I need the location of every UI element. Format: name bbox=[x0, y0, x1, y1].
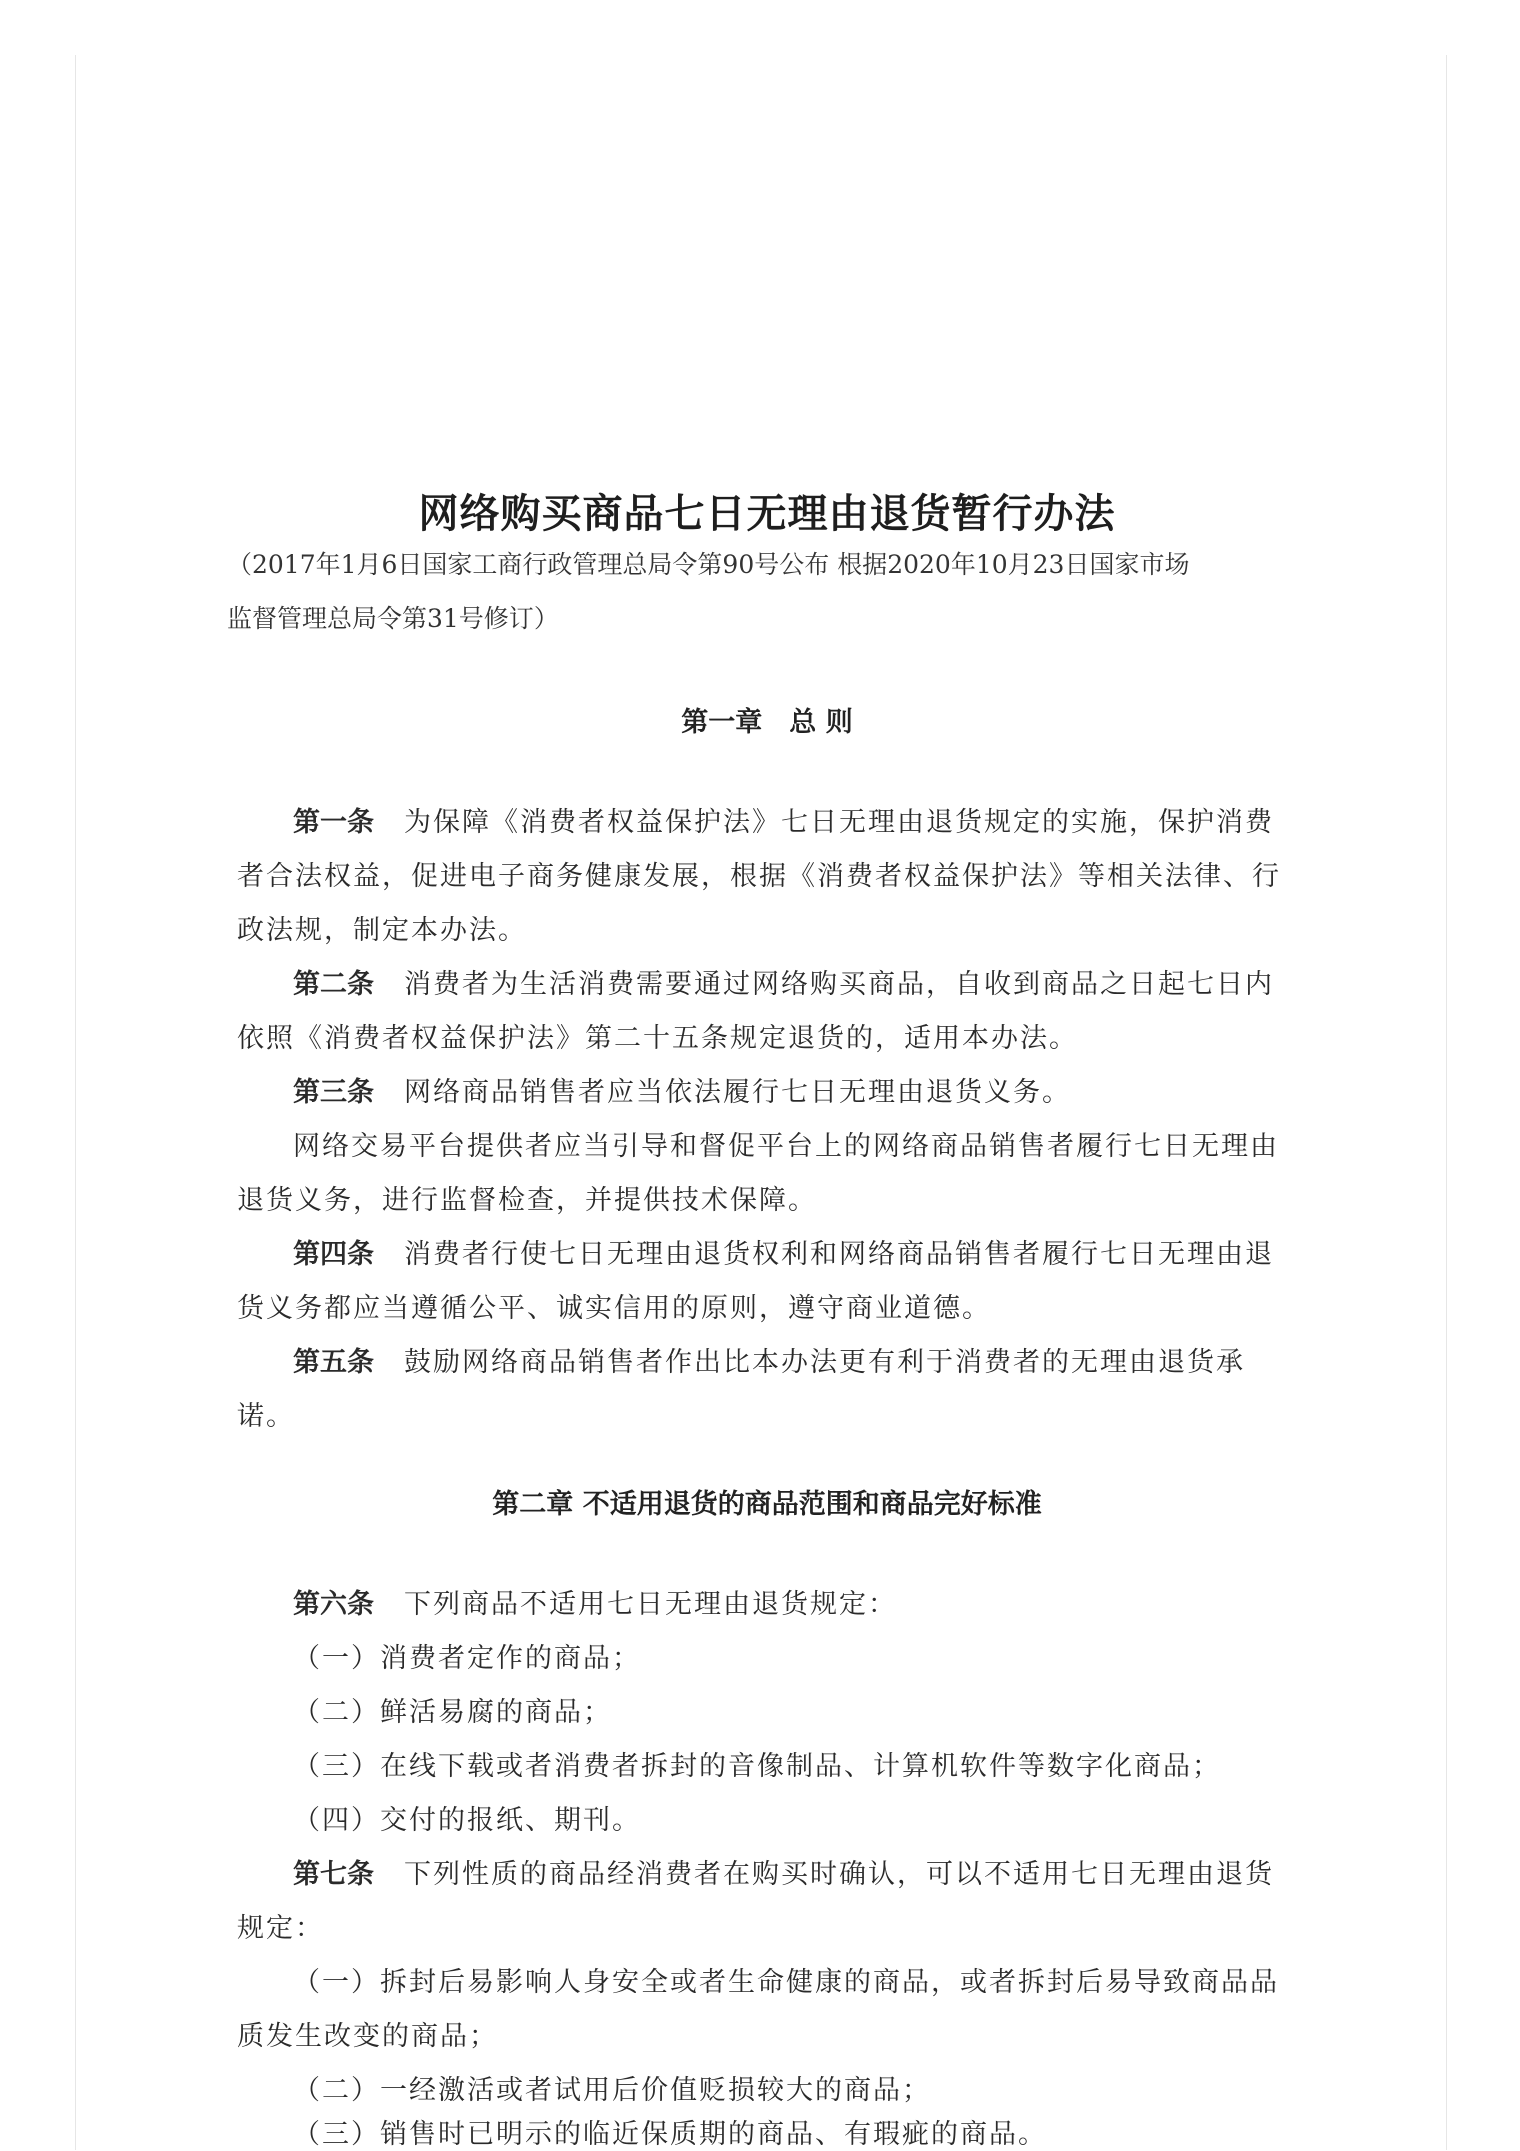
article-text: 下列性质的商品经消费者在购买时确认，可以不适用七日无理由退货 bbox=[404, 1859, 1274, 1890]
article-6-item: （一）消费者定作的商品； bbox=[293, 1643, 641, 1674]
article-label: 第一条 bbox=[293, 807, 374, 838]
article-label: 第二条 bbox=[293, 969, 374, 1000]
article-3-line: 退货义务，进行监督检查，并提供技术保障。 bbox=[237, 1185, 817, 1216]
article-7-item: （二）一经激活或者试用后价值贬损较大的商品； bbox=[293, 2075, 931, 2106]
article-3-line bbox=[293, 1070, 1071, 1109]
article-7-item: （一）拆封后易影响人身安全或者生命健康的商品，或者拆封后易导致商品品 bbox=[293, 1967, 1279, 1998]
article-text: 下列商品不适用七日无理由退货规定： bbox=[404, 1589, 897, 1620]
article-text: 网络商品销售者应当依法履行七日无理由退货义务。 bbox=[404, 1077, 1071, 1108]
article-4-line: 货义务都应当遵循公平、诚实信用的原则，遵守商业道德。 bbox=[237, 1293, 991, 1324]
article-7-line: 规定： bbox=[237, 1913, 324, 1944]
chapter-heading: 第一章 总 则 bbox=[681, 707, 853, 738]
article-5-line bbox=[293, 1340, 1245, 1379]
article-5-line: 诺。 bbox=[237, 1401, 295, 1432]
article-text: 鼓励网络商品销售者作出比本办法更有利于消费者的无理由退货承 bbox=[404, 1347, 1245, 1378]
article-6-line bbox=[293, 1582, 897, 1621]
article-2-line bbox=[293, 962, 1274, 1001]
chapter-heading: 第二章 不适用退货的商品范围和商品完好标准 bbox=[492, 1489, 1042, 1520]
article-label: 第四条 bbox=[293, 1239, 374, 1270]
document-title: 网络购买商品七日无理由退货暂行办法 bbox=[418, 490, 1116, 537]
article-text: 为保障《消费者权益保护法》七日无理由退货规定的实施，保护消费 bbox=[404, 807, 1274, 838]
article-7-item: 质发生改变的商品； bbox=[237, 2021, 498, 2052]
article-6-item: （二）鲜活易腐的商品； bbox=[293, 1697, 612, 1728]
article-3-line: 网络交易平台提供者应当引导和督促平台上的网络商品销售者履行七日无理由 bbox=[293, 1131, 1279, 1162]
article-label: 第三条 bbox=[293, 1077, 374, 1108]
article-text: 消费者为生活消费需要通过网络购买商品，自收到商品之日起七日内 bbox=[404, 969, 1274, 1000]
article-text: 消费者行使七日无理由退货权利和网络商品销售者履行七日无理由退 bbox=[404, 1239, 1274, 1270]
article-6-item: （四）交付的报纸、期刊。 bbox=[293, 1805, 641, 1836]
page-left-border bbox=[75, 55, 76, 2150]
article-label: 第六条 bbox=[293, 1589, 374, 1620]
document-subtitle bbox=[227, 538, 1307, 646]
article-1-line: 政法规，制定本办法。 bbox=[237, 915, 527, 946]
article-7-line bbox=[293, 1852, 1274, 1891]
article-label: 第七条 bbox=[293, 1859, 374, 1890]
article-7-item: （三）销售时已明示的临近保质期的商品、有瑕疵的商品。 bbox=[293, 2119, 1047, 2150]
article-1-line bbox=[293, 800, 1274, 839]
page-right-border bbox=[1446, 55, 1447, 2150]
article-1-line: 者合法权益，促进电子商务健康发展，根据《消费者权益保护法》等相关法律、行 bbox=[237, 861, 1281, 892]
article-4-line bbox=[293, 1232, 1274, 1271]
article-label: 第五条 bbox=[293, 1347, 374, 1378]
subtitle-line: （2017年1月6日国家工商行政管理总局令第90号公布 根据2020年10月23日国家市场 bbox=[227, 550, 1190, 579]
subtitle-line: 监督管理总局令第31号修订） bbox=[227, 604, 559, 633]
article-6-item: （三）在线下载或者消费者拆封的音像制品、计算机软件等数字化商品； bbox=[293, 1751, 1221, 1782]
article-2-line: 依照《消费者权益保护法》第二十五条规定退货的，适用本办法。 bbox=[237, 1023, 1078, 1054]
